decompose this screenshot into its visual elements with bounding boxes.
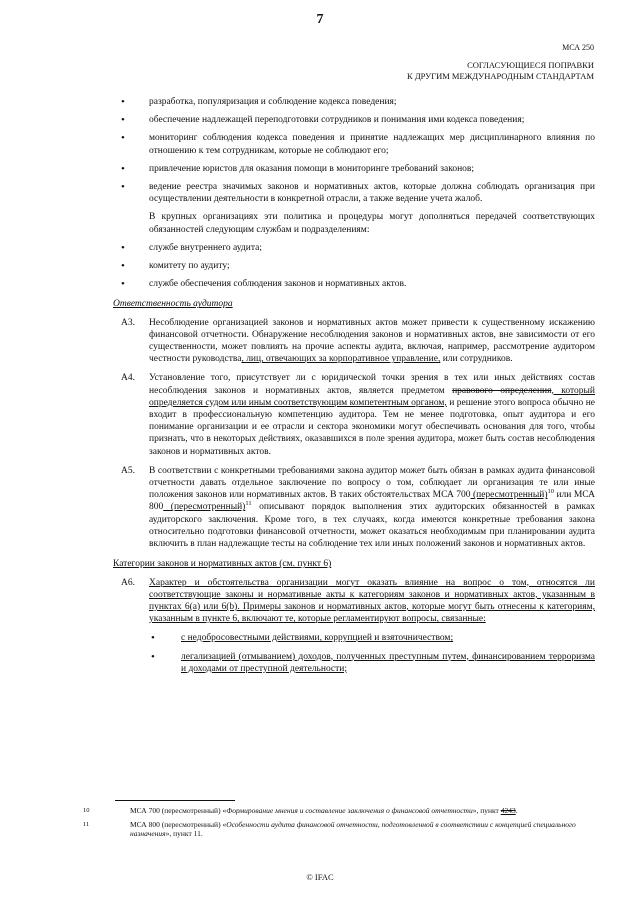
paragraph-label: А6. [121,577,135,588]
inserted-text: (пересмотренный) [163,502,246,513]
footnote-text: », пункт 11. [165,829,203,838]
paragraph-text: описывают порядок выполнения этих аудиторских обязанностей в рамках аудиторского заключения. Кроме того, в тех случаях, когда имеются конкретные требования закона относительно подготовки финансовой отчетности, может оказаться необходимым при планировании аудита включить в план надлежащие тесты на соблюдение тех или иных положений законов и нормативных актов. [149,502,595,550]
footnote-separator [115,800,235,801]
deleted-text: правового определения [452,385,552,396]
list-item: • разработка, популяризация и соблюдение кодекса поведения; [115,96,595,108]
paragraph-text: Установление того, присутствует ли с юридической точки зрения в тех или иных действиях состав несоблюдения законов и нормативных актов, является предметом [149,373,595,396]
inserted-text: Характер и обстоятельства организации могут оказать влияние на вопрос о том, относятся ли соответствующие законы и нормативные акты к категориям законов и нормативных актов, указанным в пунктах 6(a) или 6(b). Примеры законов и нормативных актов, которые могут быть отнесены к категориям, указанным в пункте 6, включают те, которые регламентируют вопросы, связанные: [149,577,595,625]
paragraph-text: или МСА 800 [149,490,595,513]
footnote-number: 11 [83,820,90,828]
footnotes [80,806,595,843]
list-item: • привлечение юристов для оказания помощи в мониторинге требований законов; [115,163,595,175]
list-item: • службе обеспечения соблюдения законов и нормативных актов. [115,278,595,290]
list-item: • обеспечение надлежащей переподготовки сотрудников и понимания ими кодекса поведения; [115,114,595,126]
document-body [115,96,595,681]
footnote [80,806,595,816]
page-number: 7 [316,12,324,27]
paragraph-text: и решение этого вопроса обычно не входит в профессиональную компетенцию аудитора. Тем не менее подготовка, опыт аудитора и его понимание организации и ее отрасли и сектора экономики могут обеспечивать основания для того, чтобы признать, что в некоторых действиях, оказавшихся в поле зрения аудитора, может быть состав несоблюдения законов и нормативных актов. [149,397,596,457]
footnote-ref[interactable]: 11 [245,500,252,508]
inserted-text: легализацией (отмыванием) доходов, полученных преступным путем, финансированием терроризма и доходами от преступной деятельности; [181,651,595,674]
footnote-ref-edit: 4243 [500,806,516,815]
footnote-text: МСА 800 (пересмотренный) « [130,819,227,829]
paragraph-text: В соответствии с конкретными требованиями закона аудитор может быть обязан в рамках аудита финансовой отчетности давать отдельное заключение по вопросу о том, соблюдает ли организация те или иные положения законов или нормативных актов. В таких обстоятельствах МСА 700 [149,465,595,501]
paragraph-a3 [115,317,595,366]
header-line-2: К ДРУГИМ МЕЖДУНАРОДНЫМ СТАНДАРТАМ [407,70,594,81]
footnote-text: МСА 700 (пересмотренный) « [130,806,227,815]
footer-copyright: © IFAC [306,872,334,882]
paragraph-label: А5. [121,465,135,476]
list-item: • комитету по аудиту; [115,260,595,272]
footnote-text: . [515,806,518,815]
running-header [407,60,594,81]
paragraph-text: или сотрудников. [440,354,513,365]
header-line-1: СОГЛАСУЮЩИЕСЯ ПОПРАВКИ [467,60,594,70]
paragraph-label: А3. [121,317,135,328]
inserted-text: (пересмотренный) [470,490,548,501]
inserted-text: , лиц, отвечающих за корпоративное управление, [241,354,441,365]
footnote-ref[interactable]: 10 [547,488,555,496]
list-item: • мониторинг соблюдения кодекса поведения и принятие надлежащих мер дисциплинарного влияния по отношению к тем сотрудникам, которые не соблюдают его; [115,132,595,156]
list-item [115,651,595,675]
footnote-text: », пункт [472,806,501,815]
paragraph-label: А4. [121,373,135,384]
paragraph-text: Несоблюдение организацией законов и нормативных актов может привести к существенному искажению финансовой отчетности. Обнаружение несоблюдения законов и нормативных актов, вне зависимости от его существенности, может повлиять на прочие аспекты аудита, включая, например, рассмотрение аудитором честности руководства [149,317,595,365]
inserted-text: , который определяется судом или иным соответствующим компетентным органом, [149,385,595,408]
footnote-title: Особенности аудита финансовой отчетности, подготовленной в соответствии с концепцией специального назначения [130,819,576,838]
inserted-text: с недобросовестными действиями, коррупцией и взяточничеством; [181,633,454,644]
standard-code: МСА 250 [562,43,594,52]
paragraph-a4 [115,372,595,457]
paragraph-a5 [115,465,595,550]
paragraph-a6 [115,577,595,626]
footnote-title: Формирование мнения и составление заключения о финансовой отчетности [226,806,473,815]
paragraph-large-orgs: В крупных организациях эти политика и процедуры могут дополняться передачей соответствующих обязанностей следующим службам и подразделениям: [149,212,595,235]
section-heading-categories: Категории законов и нормативных актов (см. пункт 6) [113,559,332,570]
footnote-number: 10 [83,807,90,814]
footnote [80,820,595,839]
list-item [115,632,595,644]
section-heading-auditor: Ответственность аудитора [113,299,233,310]
list-item: • службе внутреннего аудита; [115,242,595,254]
list-item: • ведение реестра значимых законов и нормативных актов, которые должна соблюдать организация при осуществлении деятельности в конкретной отрасли, а также ведение учета жалоб. [115,181,595,205]
